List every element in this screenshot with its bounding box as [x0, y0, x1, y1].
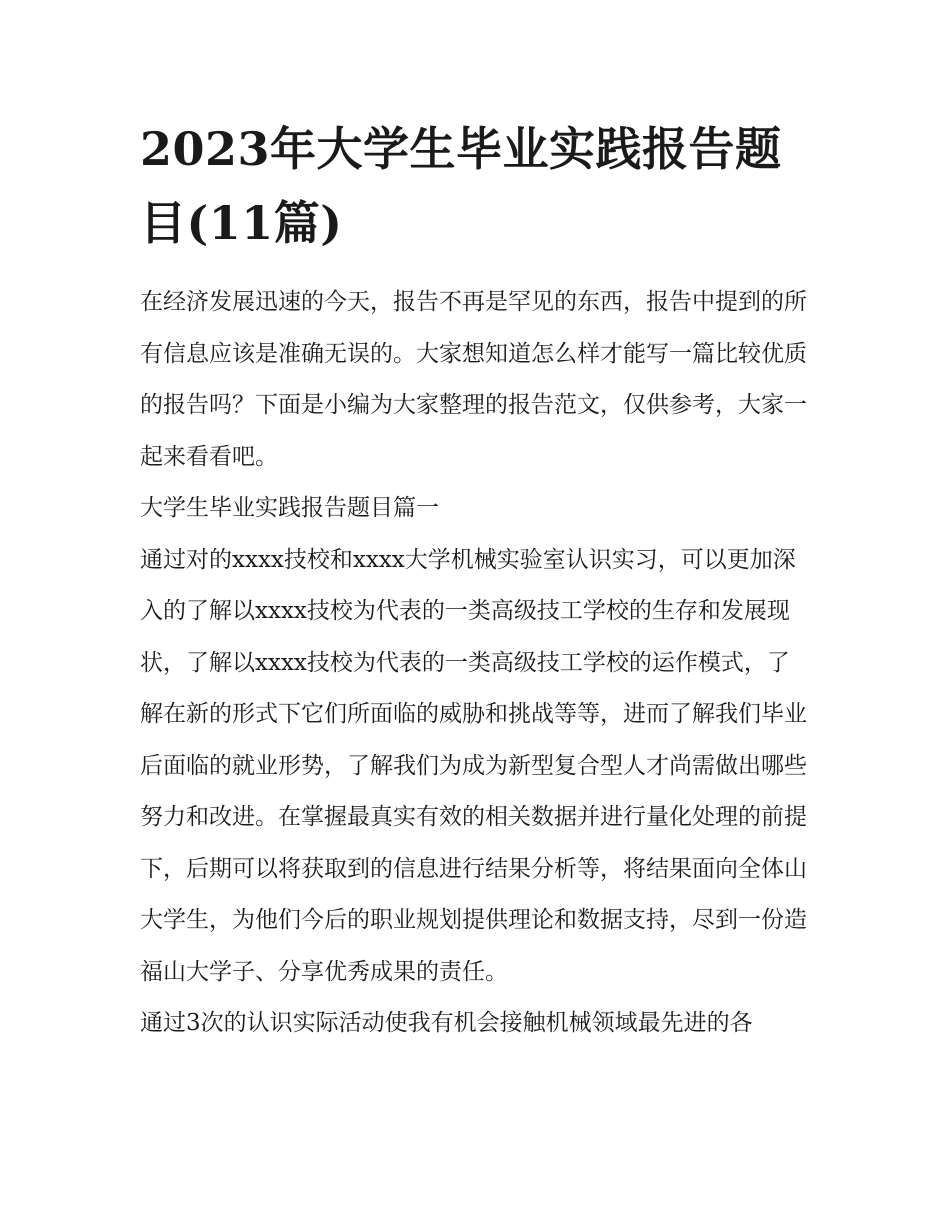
body-paragraph-2: 通过3次的认识实际活动使我有机会接触机械领域最先进的各 — [140, 1010, 753, 1036]
intro-paragraph: 在经济发展迅速的今天，报告不再是罕见的东西，报告中提到的所有信息应该是准确无误的。大家想知道怎么样才能写一篇比较优质的报告吗？下面是小编为大家整理的报告范文，仅供参考，大家一起来看看吧。 — [140, 289, 807, 470]
body-paragraph-1: 通过对的xxxx技校和xxxx大学机械实验室认识实习，可以更加深入的了解以xxxx技校为代表的一类高级技工学校的生存和发展现状，了解以xxxx技校为代表的一类高级技工学校的运作模式，了解在新的形式下它们所面临的威胁和挑战等等，进而了解我们毕业后面临的就业形势，了解我们为成为新型复合型人才尚需做出哪些努力和改进。在掌握最真实有效的相关数据并进行量化处理的前提下，后期可以将获取到的信息进行结果分析等，将结果面向全体山大学生，为他们今后的职业规划提供理论和数据支持，尽到一份造福山大学子、分享优秀成果的责任。 — [140, 546, 807, 985]
section-heading: 大学生毕业实践报告题目篇一 — [140, 495, 439, 521]
document-page — [140, 112, 812, 1050]
document-title: 2023年大学生毕业实践报告题目(11篇) — [140, 122, 782, 250]
